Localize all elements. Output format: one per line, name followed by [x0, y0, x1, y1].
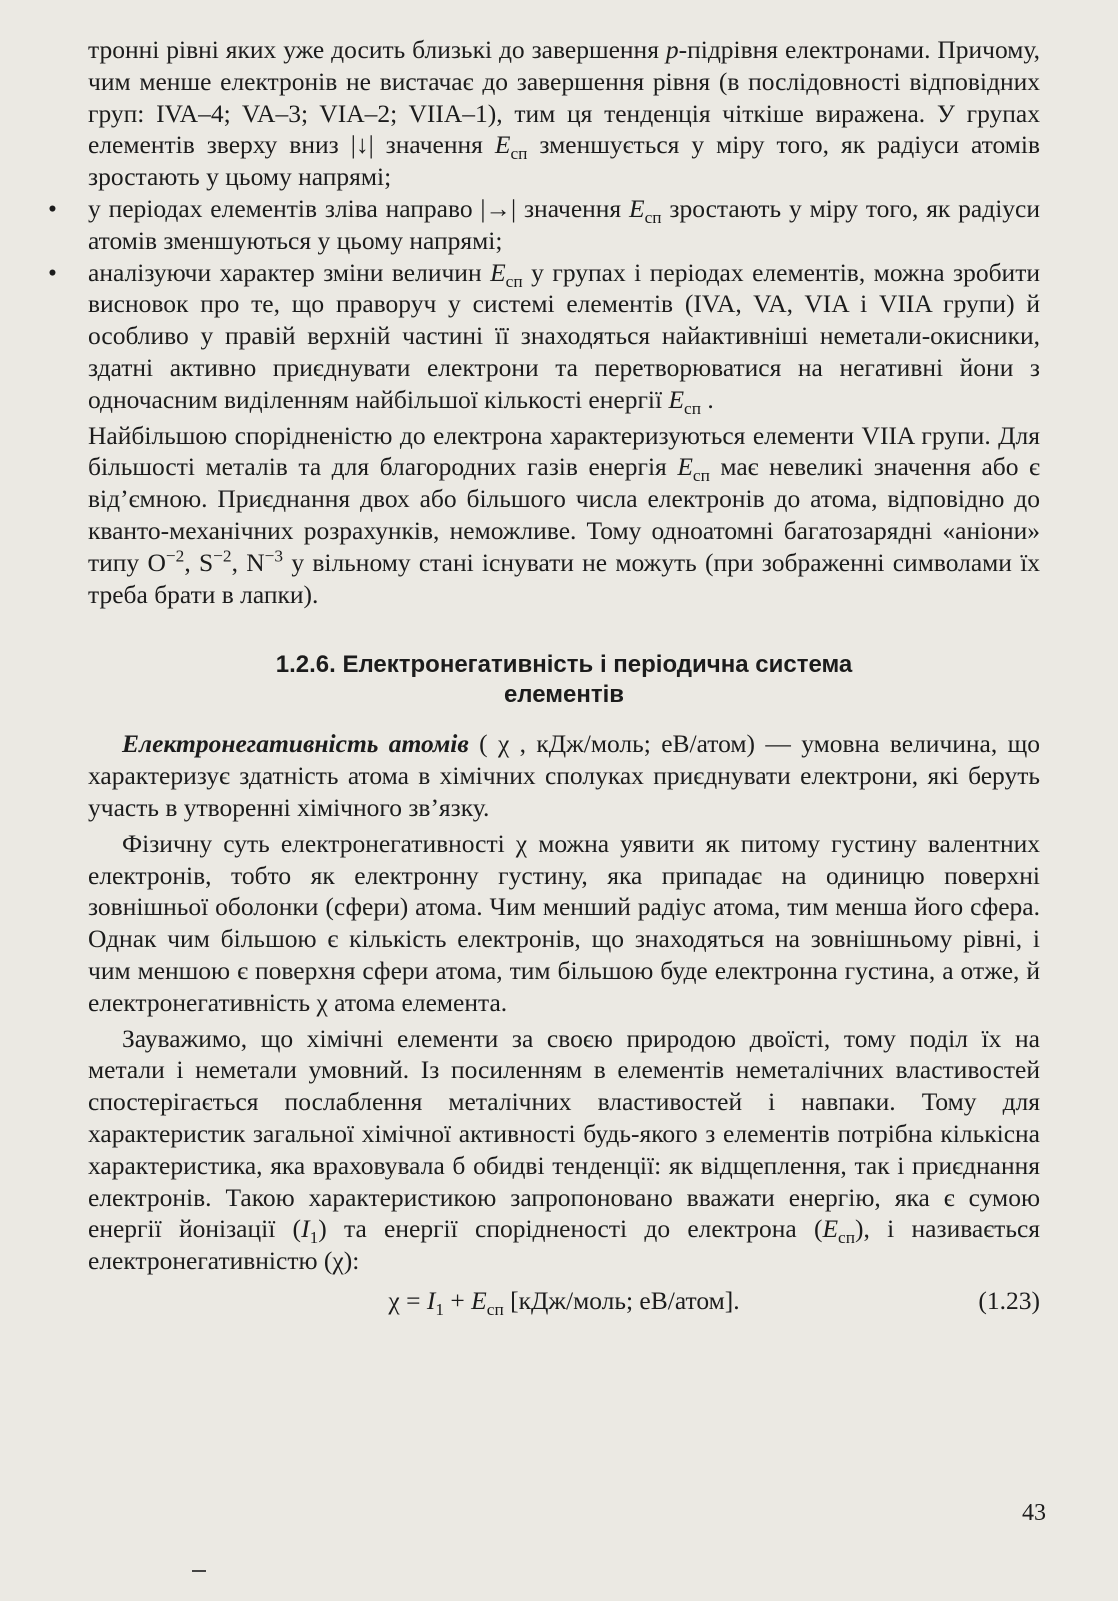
paragraph-dual-nature: Зауважимо, що хімічні елементи за своєю природою двоїсті, тому поділ їх на метали і неметали умовний. Із посиленням в елементів неметалічних властивостей спостерігається послаблення металічних властивостей і навпаки. Тому для характеристик загальної хімічної активності будь-якого з елементів потрібна кількісна характеристика, яка враховувала б обидві тенденції: як відщеплення, так і приєднання електронів. Такою характеристикою запропоновано вважати енергію, яка є сумою енергії йонізації $(I_1)$ та енергії спорідненості до електрона $(E_{сп})$, і називається електронегативністю (χ):: [88, 1023, 1040, 1276]
page-text: [48, 34, 1041, 1319]
bullet-item-analysis: • аналізуючи характер зміни величин $E_{сп}$ у групах і періодах елементів, можна зробити висновок про те, що праворуч у системі елементів (IVA, VA, VIA і VIIA групи) й особливо у правій верхній частині її знаходяться найактивніші неметали-окисники, здатні активно приєднувати електрони та перетворюватися на негативні йони з одночасним виділенням найбільшої кількості енергії $E_{сп}$ .: [48, 257, 1040, 418]
bullet-item-periods: • у періодах елементів зліва направо |→| значення $E_{сп}$ зростають у міру того, як радіуси атомів зменшуються у цьому напрямі;: [48, 193, 1040, 255]
paragraph-affinity: Найбільшою спорідненістю до електрона характеризуються елементи VIIA групи. Для більшості металів та для благородних газів енергія $E_{сп}$ має невеликі значення або є від’ємною. Приєднання двох або більшого числа електронів до атома, відповідно до кванто-механічних розрахунків, неможливе. Тому одноатомні багатозарядні «аніони» типу $O^{-2}$, $S^{-2}$, $N^{-3}$ у вільному стані існувати не можуть (при зображенні символами їх треба брати в лапки).: [88, 420, 1041, 609]
paragraph-definition: Електронегативність атомів ( χ , кДж/моль; еВ/атом) — умовна величина, що характеризує здатність атома в хімічних сполуках приєднувати електрони, які беруть участь в утворенні хімічного зв’язку.: [88, 729, 1040, 822]
page-number: 43: [1022, 1500, 1046, 1526]
equation-number: (1.23): [978, 1285, 1040, 1315]
section-heading: 1.2.6. Електронегативність і періодична система елементів: [275, 651, 853, 709]
bullet-icon: •: [48, 257, 57, 287]
print-mark: [192, 1570, 206, 1572]
bullet-icon: •: [48, 193, 57, 223]
paragraph-physical-meaning: Фізичну суть електронегативності χ можна уявити як питому густину валентних електронів, тобто як електронну густину, яка припадає на одиницю поверхні зовнішньої оболонки (сфери) атома. Чим менший радіус атома, тим менша його сфера. Однак чим більшою є кількість електронів, що знаходяться на зовнішньому рівні, і чим меншою є поверхня сфери атома, тим більшою буде електронна густина, а отже, й електронегативність χ атома елемента.: [88, 828, 1040, 1017]
term-electronegativity: Електронегативність атомів: [122, 729, 469, 759]
equation-1-23: $\chi = I_1 + E_{сп}$ [кДж/моль; еВ/атом]. (1.23): [388, 1285, 1040, 1319]
paragraph-continuation: тронні рівні яких уже досить близькі до завершення p-підрівня електронами. Причому, чим менше електронів не вистачає до завершення рівня (в послідовності відповідних груп: IVA–4; VA–3; VIA–2; VIIA–1), тим ця тенденція чіткіше виражена. У групах елементів зверху вниз |↓| значення $E_{сп}$ зменшується у міру того, як радіуси атомів зростають у цьому напрямі;: [88, 35, 1040, 192]
